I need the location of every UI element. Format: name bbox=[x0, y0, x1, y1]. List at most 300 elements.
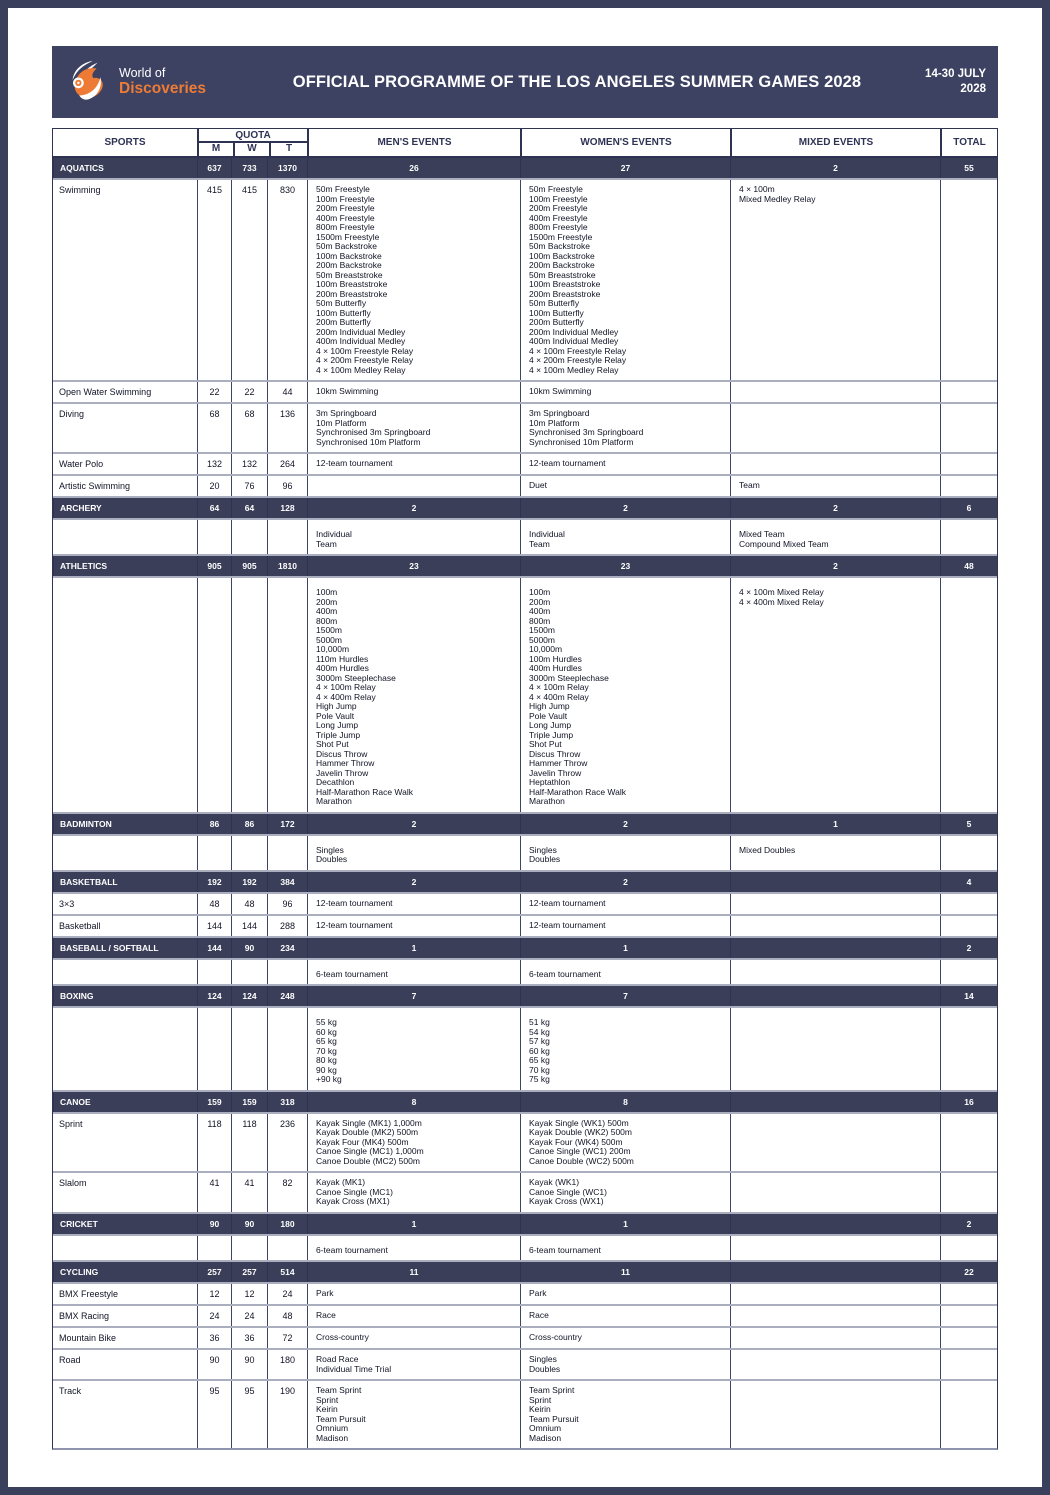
header-quota-m: M bbox=[211, 143, 221, 154]
event-item: Mixed Doubles bbox=[739, 844, 796, 855]
cell-sport: BASEBALL / SOFTBALL bbox=[53, 938, 197, 958]
cell-w bbox=[231, 578, 267, 812]
event-item: Kayak Four (MK4) 500m bbox=[316, 1136, 409, 1147]
event-item: Cross-country bbox=[529, 1332, 582, 1342]
cell-m: 68 bbox=[197, 404, 231, 452]
section-row bbox=[53, 498, 997, 520]
cell-total bbox=[940, 1173, 997, 1212]
cell-sport bbox=[53, 836, 197, 870]
event-item: Team Pursuit bbox=[316, 1413, 366, 1424]
cell-w: 36 bbox=[231, 1328, 267, 1348]
event-item: Decathlon bbox=[316, 777, 355, 787]
event-item: 1500m Freestyle bbox=[529, 231, 593, 242]
event-item: 400m bbox=[316, 606, 338, 616]
cell-mixed bbox=[730, 520, 940, 554]
event-item: Long Jump bbox=[316, 720, 359, 730]
table-row bbox=[53, 1284, 997, 1306]
cell-mixed bbox=[730, 1328, 940, 1348]
header-mens-events: MEN'S EVENTS bbox=[307, 129, 520, 156]
event-item: Cross-country bbox=[316, 1332, 369, 1342]
event-item: Team Sprint bbox=[316, 1385, 362, 1395]
cell-men bbox=[307, 1284, 520, 1304]
cell-total: 16 bbox=[940, 1092, 997, 1112]
cell-mixed bbox=[730, 1092, 940, 1112]
cell-w: 24 bbox=[231, 1306, 267, 1326]
cell-mixed bbox=[730, 1008, 940, 1090]
cell-sport: CYCLING bbox=[53, 1262, 197, 1282]
event-item: Doubles bbox=[529, 854, 561, 864]
world-of-discoveries-logo-icon bbox=[64, 57, 110, 108]
cell-total bbox=[940, 1306, 997, 1326]
cell-w: 905 bbox=[231, 556, 267, 576]
cell-men: 26 bbox=[307, 158, 520, 178]
event-item: 65 kg bbox=[529, 1055, 550, 1065]
cell-mixed bbox=[730, 454, 940, 474]
cell-men: 23 bbox=[307, 556, 520, 576]
event-item: Kayak Double (MK2) 500m bbox=[316, 1127, 419, 1137]
cell-mixed bbox=[730, 1173, 940, 1212]
cell-women: 7 bbox=[520, 986, 730, 1006]
table-row bbox=[53, 404, 997, 454]
event-item: Half-Marathon Race Walk bbox=[529, 786, 626, 797]
programme-table bbox=[52, 128, 998, 1450]
event-item: 75 kg bbox=[529, 1074, 550, 1084]
cell-t: 180 bbox=[267, 1214, 307, 1234]
event-item: 4 × 100m Relay bbox=[316, 682, 376, 692]
event-item: 4 × 400m Relay bbox=[316, 691, 376, 702]
event-item: 6-team tournament bbox=[529, 1244, 601, 1255]
event-item: 6-team tournament bbox=[529, 968, 601, 979]
cell-men: 2 bbox=[307, 498, 520, 518]
event-item: 200m Freestyle bbox=[529, 203, 588, 213]
cell-m: 24 bbox=[197, 1306, 231, 1326]
event-item: 4 × 100m Freestyle Relay bbox=[529, 345, 627, 356]
event-item: 4 × 200m Freestyle Relay bbox=[316, 355, 414, 365]
cell-m: 90 bbox=[197, 1350, 231, 1379]
cell-total bbox=[940, 578, 997, 812]
event-item: 4 × 400m Relay bbox=[529, 691, 589, 702]
cell-total bbox=[940, 894, 997, 914]
event-item: 200m Breaststroke bbox=[316, 288, 388, 299]
cell-women: 1 bbox=[520, 938, 730, 958]
cell-mixed bbox=[730, 382, 940, 402]
cell-sport bbox=[53, 1236, 197, 1261]
cell-women bbox=[520, 1381, 730, 1448]
cell-t: 318 bbox=[267, 1092, 307, 1112]
cell-w bbox=[231, 836, 267, 870]
event-item: 6-team tournament bbox=[316, 1244, 388, 1255]
cell-t: 24 bbox=[267, 1284, 307, 1304]
event-item: Individual bbox=[316, 529, 352, 539]
cell-men bbox=[307, 180, 520, 380]
cell-men bbox=[307, 1173, 520, 1212]
cell-women bbox=[520, 180, 730, 380]
cell-women bbox=[520, 1173, 730, 1212]
cell-total bbox=[940, 454, 997, 474]
event-item: 1500m bbox=[316, 625, 342, 635]
event-item: 12-team tournament bbox=[316, 897, 393, 908]
cell-total bbox=[940, 476, 997, 496]
cell-m bbox=[197, 1008, 231, 1090]
cell-sport: Diving bbox=[59, 409, 85, 419]
cell-total bbox=[940, 1381, 997, 1448]
event-item: Sprint bbox=[316, 1394, 339, 1405]
cell-mixed bbox=[730, 404, 940, 452]
brand-text bbox=[119, 66, 206, 98]
cell-t: 136 bbox=[267, 404, 307, 452]
cell-w: 41 bbox=[231, 1173, 267, 1212]
event-item: Synchronised 3m Springboard bbox=[316, 427, 431, 437]
cell-sport: Open Water Swimming bbox=[59, 387, 152, 397]
cell-t: 236 bbox=[267, 1114, 307, 1172]
event-item: Keirin bbox=[316, 1404, 338, 1414]
event-item: Team Sprint bbox=[529, 1385, 575, 1395]
event-item: 400m bbox=[529, 606, 551, 616]
event-item: Kayak (WK1) bbox=[529, 1177, 580, 1187]
cell-women bbox=[520, 578, 730, 812]
cell-total bbox=[940, 836, 997, 870]
cell-total bbox=[940, 1284, 997, 1304]
event-item: 12-team tournament bbox=[529, 458, 606, 468]
cell-m: 905 bbox=[197, 556, 231, 576]
cell-women bbox=[520, 404, 730, 452]
section-row bbox=[53, 986, 997, 1008]
event-item: 10m Platform bbox=[316, 417, 367, 428]
event-item: 400m Individual Medley bbox=[529, 336, 619, 346]
event-item: Discus Throw bbox=[529, 748, 581, 759]
cell-t: 514 bbox=[267, 1262, 307, 1282]
cell-total: 2 bbox=[940, 1214, 997, 1234]
cell-women: 23 bbox=[520, 556, 730, 576]
cell-mixed bbox=[730, 894, 940, 914]
cell-men: 2 bbox=[307, 872, 520, 892]
page-title: OFFICIAL PROGRAMME OF THE LOS ANGELES SUMMER GAMES 2028 bbox=[292, 72, 862, 91]
cell-m bbox=[197, 836, 231, 870]
cell-t: 72 bbox=[267, 1328, 307, 1348]
event-item: 51 kg bbox=[529, 1017, 550, 1027]
event-item: Team bbox=[529, 538, 550, 549]
cell-total bbox=[940, 520, 997, 554]
event-item: Marathon bbox=[529, 796, 565, 806]
event-item: 400m Freestyle bbox=[529, 212, 588, 223]
cell-mixed bbox=[730, 836, 940, 870]
document-page bbox=[8, 8, 1042, 1487]
event-item: 400m Hurdles bbox=[529, 663, 582, 673]
cell-total bbox=[940, 1328, 997, 1348]
cell-men bbox=[307, 836, 520, 870]
event-item: High Jump bbox=[316, 701, 357, 711]
event-item: 1500m bbox=[529, 625, 555, 635]
event-item: Kayak (MK1) bbox=[316, 1177, 366, 1187]
cell-sport: Basketball bbox=[59, 920, 101, 931]
table-row bbox=[53, 1114, 997, 1174]
cell-total bbox=[940, 1350, 997, 1379]
cell-sport: CRICKET bbox=[53, 1214, 197, 1234]
table-header bbox=[53, 129, 997, 158]
cell-w: 90 bbox=[231, 1350, 267, 1379]
cell-mixed bbox=[730, 476, 940, 496]
event-item: Singles bbox=[529, 1354, 557, 1364]
section-row bbox=[53, 1214, 997, 1236]
event-item: 5000m bbox=[316, 634, 342, 645]
header-quota: QUOTA bbox=[199, 129, 307, 143]
cell-sport: Artistic Swimming bbox=[59, 481, 131, 491]
cell-t: 234 bbox=[267, 938, 307, 958]
table-row bbox=[53, 520, 997, 556]
cell-mixed bbox=[730, 1306, 940, 1326]
cell-men bbox=[307, 454, 520, 474]
cell-women bbox=[520, 1328, 730, 1348]
cell-sport: BMX Freestyle bbox=[59, 1289, 119, 1299]
cell-total bbox=[940, 916, 997, 936]
cell-total bbox=[940, 404, 997, 452]
cell-sport: Water Polo bbox=[59, 459, 104, 469]
cell-w: 415 bbox=[231, 180, 267, 380]
cell-sport: Road bbox=[59, 1355, 81, 1365]
event-item: 100m Butterfly bbox=[316, 307, 371, 318]
event-item: Compound Mixed Team bbox=[739, 538, 829, 549]
cell-t: 96 bbox=[267, 894, 307, 914]
cell-m: 118 bbox=[197, 1114, 231, 1172]
cell-sport bbox=[53, 578, 197, 812]
event-item: 110m Hurdles bbox=[316, 653, 369, 664]
cell-sport: BMX Racing bbox=[59, 1311, 110, 1321]
cell-w: 95 bbox=[231, 1381, 267, 1448]
cell-sport bbox=[53, 1008, 197, 1090]
event-item: 12-team tournament bbox=[316, 919, 393, 930]
event-item: Duet bbox=[529, 480, 547, 490]
cell-mixed bbox=[730, 872, 940, 892]
cell-women: 2 bbox=[520, 498, 730, 518]
cell-m bbox=[197, 578, 231, 812]
section-row bbox=[53, 158, 997, 180]
event-item: Hammer Throw bbox=[316, 758, 375, 768]
event-item: 10km Swimming bbox=[529, 386, 592, 396]
event-item: 4 × 100m Freestyle Relay bbox=[316, 345, 414, 356]
header-total: TOTAL bbox=[940, 129, 997, 156]
cell-t: 1810 bbox=[267, 556, 307, 576]
event-item: 3000m Steeplechase bbox=[529, 672, 609, 683]
event-item: Javelin Throw bbox=[529, 767, 582, 778]
event-item: 100m Butterfly bbox=[529, 307, 584, 318]
event-item: Shot Put bbox=[529, 739, 562, 749]
event-item: 50m Butterfly bbox=[529, 298, 580, 308]
event-item: 200m Individual Medley bbox=[316, 326, 406, 337]
event-item: 4 × 100m Medley Relay bbox=[316, 364, 406, 375]
event-item: Sprint bbox=[529, 1394, 552, 1405]
cell-men: 8 bbox=[307, 1092, 520, 1112]
event-item: 54 kg bbox=[529, 1026, 550, 1037]
cell-mixed: 2 bbox=[730, 498, 940, 518]
event-item: 100m Freestyle bbox=[316, 193, 375, 204]
cell-total: 5 bbox=[940, 814, 997, 834]
cell-t bbox=[267, 520, 307, 554]
cell-total: 55 bbox=[940, 158, 997, 178]
cell-mixed: 1 bbox=[730, 814, 940, 834]
event-item: Madison bbox=[529, 1432, 562, 1443]
cell-women bbox=[520, 960, 730, 985]
cell-sport: Mountain Bike bbox=[59, 1333, 117, 1343]
event-item: Canoe Single (WC1) 200m bbox=[529, 1146, 631, 1156]
event-item: 200m Butterfly bbox=[316, 317, 371, 327]
cell-w: 90 bbox=[231, 1214, 267, 1234]
cell-total: 22 bbox=[940, 1262, 997, 1282]
event-item: Mixed Medley Relay bbox=[739, 193, 816, 204]
cell-t: 96 bbox=[267, 476, 307, 496]
cell-m: 90 bbox=[197, 1214, 231, 1234]
cell-women bbox=[520, 894, 730, 914]
cell-women: 2 bbox=[520, 814, 730, 834]
cell-w: 257 bbox=[231, 1262, 267, 1282]
cell-mixed bbox=[730, 960, 940, 985]
event-item: Race bbox=[316, 1310, 336, 1320]
cell-w: 64 bbox=[231, 498, 267, 518]
event-item: Kayak Single (MK1) 1,000m bbox=[316, 1117, 422, 1128]
event-item: 400m Freestyle bbox=[316, 212, 375, 223]
cell-w: 90 bbox=[231, 938, 267, 958]
event-item: Triple Jump bbox=[316, 729, 361, 740]
event-item: 200m Breaststroke bbox=[529, 288, 601, 299]
event-item: 100m Backstroke bbox=[316, 250, 382, 261]
event-item: 50m Backstroke bbox=[529, 241, 590, 251]
table-row bbox=[53, 894, 997, 916]
event-item: Synchronised 10m Platform bbox=[316, 436, 421, 447]
header-sports: SPORTS bbox=[104, 137, 146, 148]
header-quota-w: W bbox=[233, 143, 269, 156]
cell-sport: Sprint bbox=[59, 1118, 83, 1129]
cell-mixed bbox=[730, 1114, 940, 1172]
cell-total bbox=[940, 1008, 997, 1090]
cell-m: 124 bbox=[197, 986, 231, 1006]
event-item: 57 kg bbox=[529, 1036, 550, 1046]
cell-men: 2 bbox=[307, 814, 520, 834]
table-row bbox=[53, 1328, 997, 1350]
event-item: Half-Marathon Race Walk bbox=[316, 786, 413, 797]
event-item: 3000m Steeplechase bbox=[316, 672, 396, 683]
table-row bbox=[53, 960, 997, 987]
cell-sport bbox=[53, 960, 197, 985]
event-item: Mixed Team bbox=[739, 529, 785, 539]
cell-m: 95 bbox=[197, 1381, 231, 1448]
event-item: Triple Jump bbox=[529, 729, 574, 740]
cell-sport: BADMINTON bbox=[53, 814, 197, 834]
event-item: 200m bbox=[316, 596, 338, 607]
event-item: 12-team tournament bbox=[529, 919, 606, 930]
event-item: 10km Swimming bbox=[316, 386, 379, 396]
cell-men: 1 bbox=[307, 938, 520, 958]
cell-women: 1 bbox=[520, 1214, 730, 1234]
cell-t: 1370 bbox=[267, 158, 307, 178]
cell-mixed: 2 bbox=[730, 158, 940, 178]
header-quota-t: T bbox=[269, 143, 307, 156]
cell-w: 76 bbox=[231, 476, 267, 496]
event-item: Canoe Double (WC2) 500m bbox=[529, 1155, 634, 1166]
cell-t: 44 bbox=[267, 382, 307, 402]
event-item: Synchronised 3m Springboard bbox=[529, 427, 644, 437]
event-item: Heptathlon bbox=[529, 777, 571, 787]
section-row bbox=[53, 872, 997, 894]
cell-w: 124 bbox=[231, 986, 267, 1006]
event-item: 50m Freestyle bbox=[316, 184, 370, 194]
event-item: 12-team tournament bbox=[316, 458, 393, 468]
cell-total bbox=[940, 1236, 997, 1261]
event-item: 4 × 100m Mixed Relay bbox=[739, 587, 824, 597]
event-item: Doubles bbox=[529, 1363, 561, 1374]
header-quota-sub bbox=[199, 143, 307, 156]
date-line1: 14-30 JULY bbox=[925, 68, 986, 81]
cell-men bbox=[307, 404, 520, 452]
table-row bbox=[53, 916, 997, 938]
header-quota-group bbox=[197, 129, 307, 156]
cell-m bbox=[197, 1236, 231, 1261]
cell-t bbox=[267, 836, 307, 870]
cell-women bbox=[520, 1008, 730, 1090]
cell-women: 8 bbox=[520, 1092, 730, 1112]
table-row bbox=[53, 1173, 997, 1214]
event-item: Road Race bbox=[316, 1354, 359, 1364]
cell-t: 128 bbox=[267, 498, 307, 518]
cell-men bbox=[307, 1114, 520, 1172]
event-item: 50m Butterfly bbox=[316, 298, 367, 308]
cell-mixed bbox=[730, 1284, 940, 1304]
cell-m: 257 bbox=[197, 1262, 231, 1282]
cell-m: 637 bbox=[197, 158, 231, 178]
event-item: 4 × 400m Mixed Relay bbox=[739, 596, 824, 607]
brand-line2: Discoveries bbox=[119, 80, 207, 98]
event-item: Madison bbox=[316, 1432, 349, 1443]
cell-total bbox=[940, 1114, 997, 1172]
cell-m: 22 bbox=[197, 382, 231, 402]
event-item: 10,000m bbox=[316, 644, 350, 654]
cell-w bbox=[231, 1008, 267, 1090]
header-womens-events: WOMEN'S EVENTS bbox=[520, 129, 730, 156]
cell-women bbox=[520, 1284, 730, 1304]
page-content bbox=[52, 46, 998, 1450]
event-item: 200m Butterfly bbox=[529, 317, 584, 327]
cell-sport: ATHLETICS bbox=[53, 556, 197, 576]
cell-w: 733 bbox=[231, 158, 267, 178]
cell-w: 22 bbox=[231, 382, 267, 402]
cell-men bbox=[307, 476, 520, 496]
cell-sport bbox=[53, 520, 197, 554]
event-item: 200m bbox=[529, 596, 551, 607]
event-item: Canoe Double (MC2) 500m bbox=[316, 1155, 420, 1166]
cell-men bbox=[307, 960, 520, 985]
event-item: 100m Backstroke bbox=[529, 250, 595, 261]
cell-t bbox=[267, 1008, 307, 1090]
event-item: 10m Platform bbox=[529, 417, 580, 428]
event-item: 100m Breaststroke bbox=[316, 279, 388, 289]
cell-total bbox=[940, 180, 997, 380]
cell-women bbox=[520, 1350, 730, 1379]
cell-t: 384 bbox=[267, 872, 307, 892]
cell-w: 144 bbox=[231, 916, 267, 936]
event-item: 100m bbox=[529, 587, 551, 597]
event-item: Singles bbox=[316, 844, 344, 855]
cell-men bbox=[307, 916, 520, 936]
event-item: 65 kg bbox=[316, 1036, 337, 1046]
event-item: 100m bbox=[316, 587, 338, 597]
event-item: Kayak Cross (MX1) bbox=[316, 1196, 390, 1206]
table-row bbox=[53, 454, 997, 476]
event-item: 200m Backstroke bbox=[316, 260, 382, 270]
cell-w: 86 bbox=[231, 814, 267, 834]
cell-m: 12 bbox=[197, 1284, 231, 1304]
cell-men: 11 bbox=[307, 1262, 520, 1282]
cell-men bbox=[307, 1008, 520, 1090]
cell-women bbox=[520, 1306, 730, 1326]
cell-w bbox=[231, 960, 267, 985]
